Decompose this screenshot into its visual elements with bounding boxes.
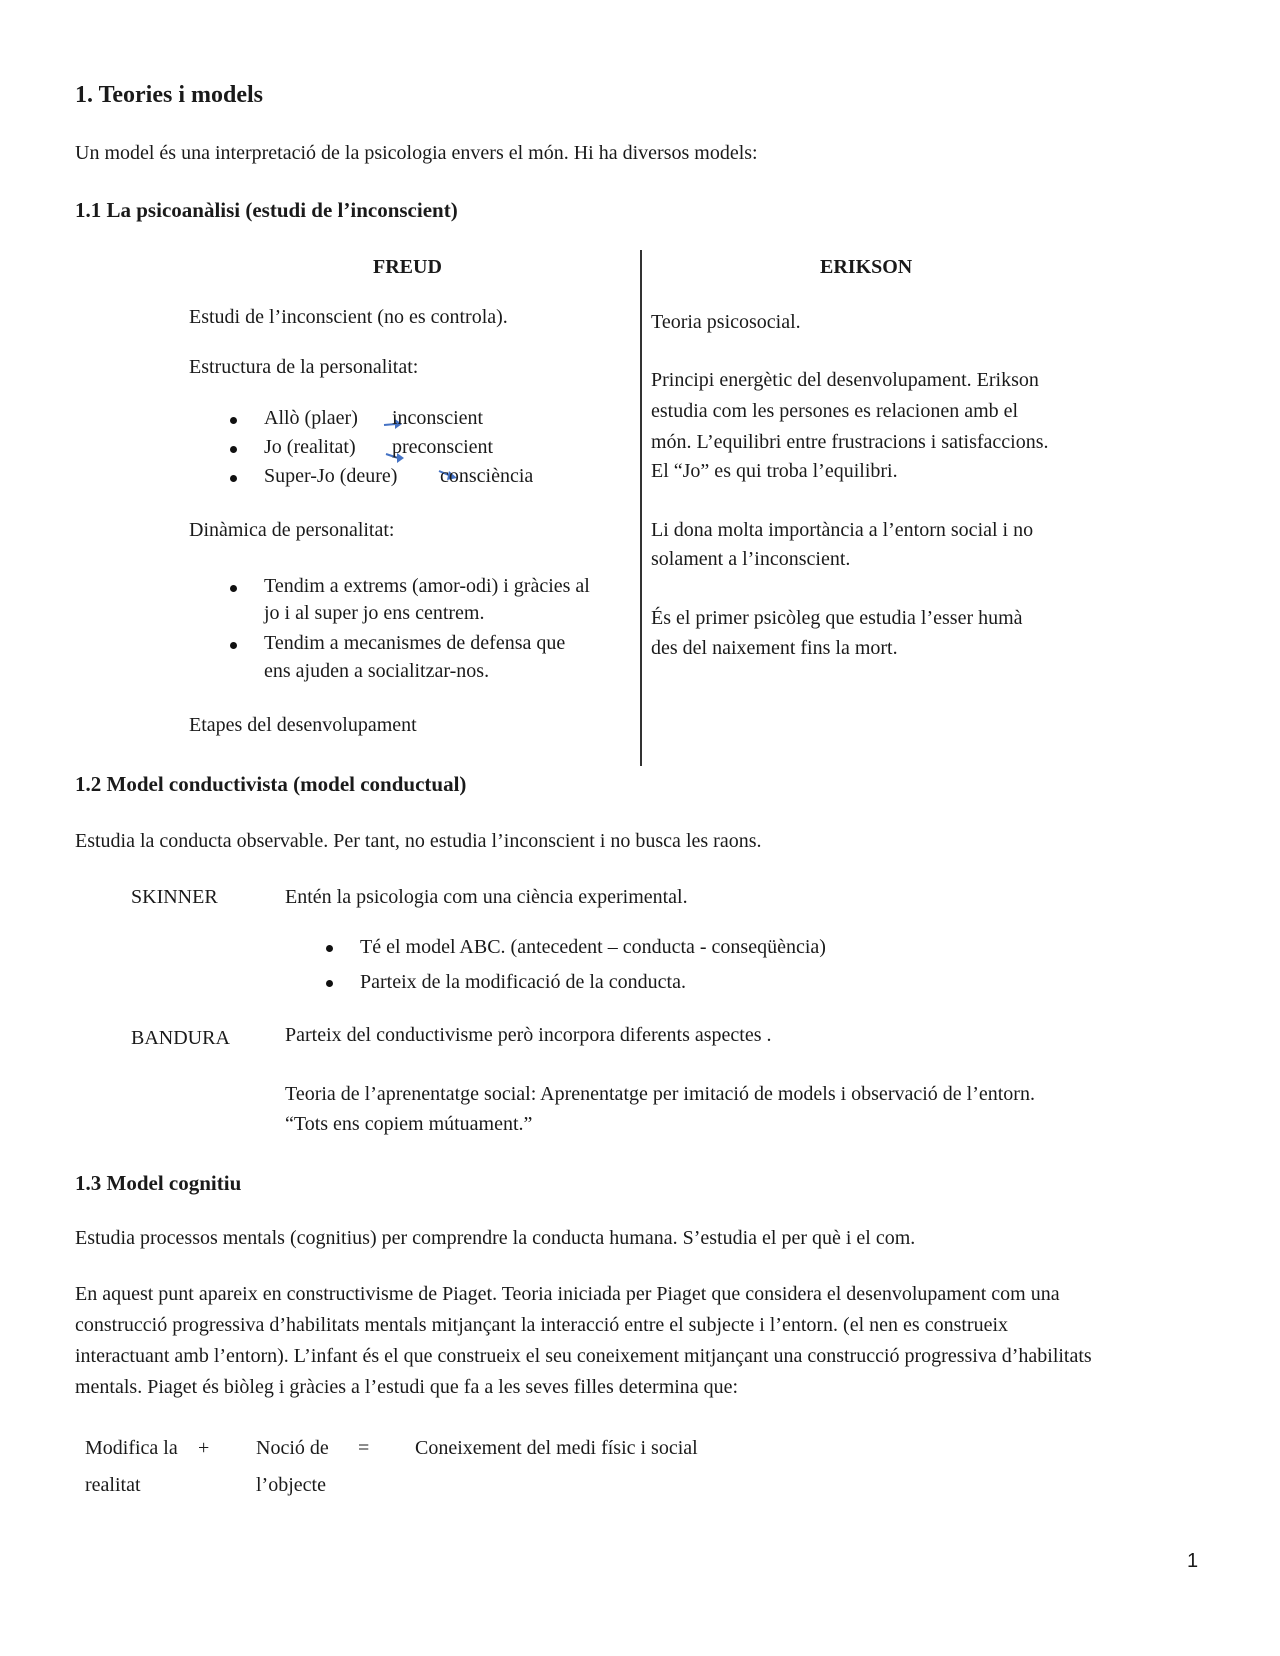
paragraph-line: construcció progressiva d’habilitats mentals mitjançant la interacció entre el subjecte i l’entorn. (el nen es construeix	[75, 1314, 1008, 1336]
section-paragraph: Estudia la conducta observable. Per tant, no estudia l’inconscient i no busca les raons.	[75, 830, 762, 852]
bullet-icon	[230, 446, 237, 453]
author-text: “Tots ens copiem mútuament.”	[285, 1113, 533, 1135]
freud-line: Estudi de l’inconscient (no es controla).	[189, 306, 508, 328]
freud-line: Etapes del desenvolupament	[189, 714, 417, 736]
bullet-icon	[230, 585, 237, 592]
list-item: Tendim a extrems (amor-odi) i gràcies al	[264, 575, 590, 597]
list-item: Tendim a mecanismes de defensa que	[264, 632, 566, 654]
equation-term: realitat	[85, 1474, 141, 1496]
erikson-line: estudia com les persones es relacionen amb el	[651, 400, 1019, 422]
section-heading-1-3: 1.3 Model cognitiu	[75, 1171, 242, 1195]
intro-paragraph: Un model és una interpretació de la psicologia envers el món. Hi ha diversos models:	[75, 142, 758, 164]
list-item: Jo (realitat)	[264, 436, 356, 458]
erikson-line: món. L’equilibri entre frustracions i satisfaccions.	[651, 431, 1049, 453]
bullet-icon	[326, 945, 333, 952]
list-item-continuation: ens ajuden a socialitzar-nos.	[264, 660, 490, 682]
section-heading-1-1: 1.1 La psicoanàlisi (estudi de l’inconscient)	[75, 198, 458, 222]
bullet-icon	[326, 980, 333, 987]
erikson-line: Principi energètic del desenvolupament. Erikson	[651, 369, 1039, 391]
erikson-line: Li dona molta importància a l’entorn social i no	[651, 519, 1034, 541]
list-item: consciència	[440, 465, 534, 487]
section-heading-1-2: 1.2 Model conductivista (model conductual)	[75, 772, 467, 796]
equation-term: Noció de	[256, 1437, 329, 1459]
list-item-continuation: jo i al super jo ens centrem.	[264, 602, 485, 624]
freud-line: Dinàmica de personalitat:	[189, 519, 395, 541]
erikson-line: El “Jo” es qui troba l’equilibri.	[651, 460, 898, 482]
equation-result: Coneixement del medi físic i social	[415, 1437, 698, 1459]
author-text: Entén la psicologia com una ciència experimental.	[285, 886, 688, 908]
paragraph-line: En aquest punt apareix en constructivisme de Piaget. Teoria iniciada per Piaget que considera el desenvolupament com una	[75, 1283, 1060, 1305]
paragraph-line: interactuant amb l’entorn). L’infant és el que construeix el seu coneixement mitjançant una construcció progressiva d’habilitats	[75, 1345, 1092, 1367]
erikson-line: És el primer psicòleg que estudia l’esser humà	[651, 607, 1023, 629]
bullet-icon	[230, 475, 237, 482]
author-text: Parteix del conductivisme però incorpora diferents aspectes .	[285, 1024, 772, 1046]
author-text: Teoria de l’aprenentatge social: Aprenentatge per imitació de models i observació de l’entorn.	[285, 1083, 1035, 1105]
list-item: Parteix de la modificació de la conducta.	[360, 971, 686, 993]
list-item: Allò (plaer)	[264, 407, 358, 429]
equation-term: l’objecte	[256, 1474, 326, 1496]
erikson-line: solament a l’inconscient.	[651, 548, 851, 570]
list-item: preconscient	[392, 436, 494, 458]
bullet-icon	[230, 417, 237, 424]
list-item: Té el model ABC. (antecedent – conducta - conseqüència)	[360, 936, 826, 958]
plus-sign: +	[198, 1437, 210, 1459]
list-item: inconscient	[392, 407, 484, 429]
column-divider	[640, 250, 642, 766]
freud-header: FREUD	[373, 256, 442, 278]
page-title: 1. Teories i models	[75, 82, 264, 108]
page-number: 1	[1187, 1550, 1199, 1572]
author-label: BANDURA	[131, 1027, 230, 1049]
erikson-header: ERIKSON	[820, 256, 913, 278]
list-item: Super-Jo (deure)	[264, 465, 398, 487]
freud-line: Estructura de la personalitat:	[189, 356, 419, 378]
section-paragraph: Estudia processos mentals (cognitius) per comprendre la conducta humana. S’estudia el per què i el com.	[75, 1227, 916, 1249]
bullet-icon	[230, 642, 237, 649]
erikson-line: Teoria psicosocial.	[651, 311, 801, 333]
equals-sign: =	[358, 1437, 370, 1459]
paragraph-line: mentals. Piaget és biòleg i gràcies a l’estudi que fa a les seves filles determina que:	[75, 1376, 739, 1398]
erikson-line: des del naixement fins la mort.	[651, 637, 898, 659]
author-label: SKINNER	[131, 886, 218, 908]
equation-term: Modifica la	[85, 1437, 178, 1459]
